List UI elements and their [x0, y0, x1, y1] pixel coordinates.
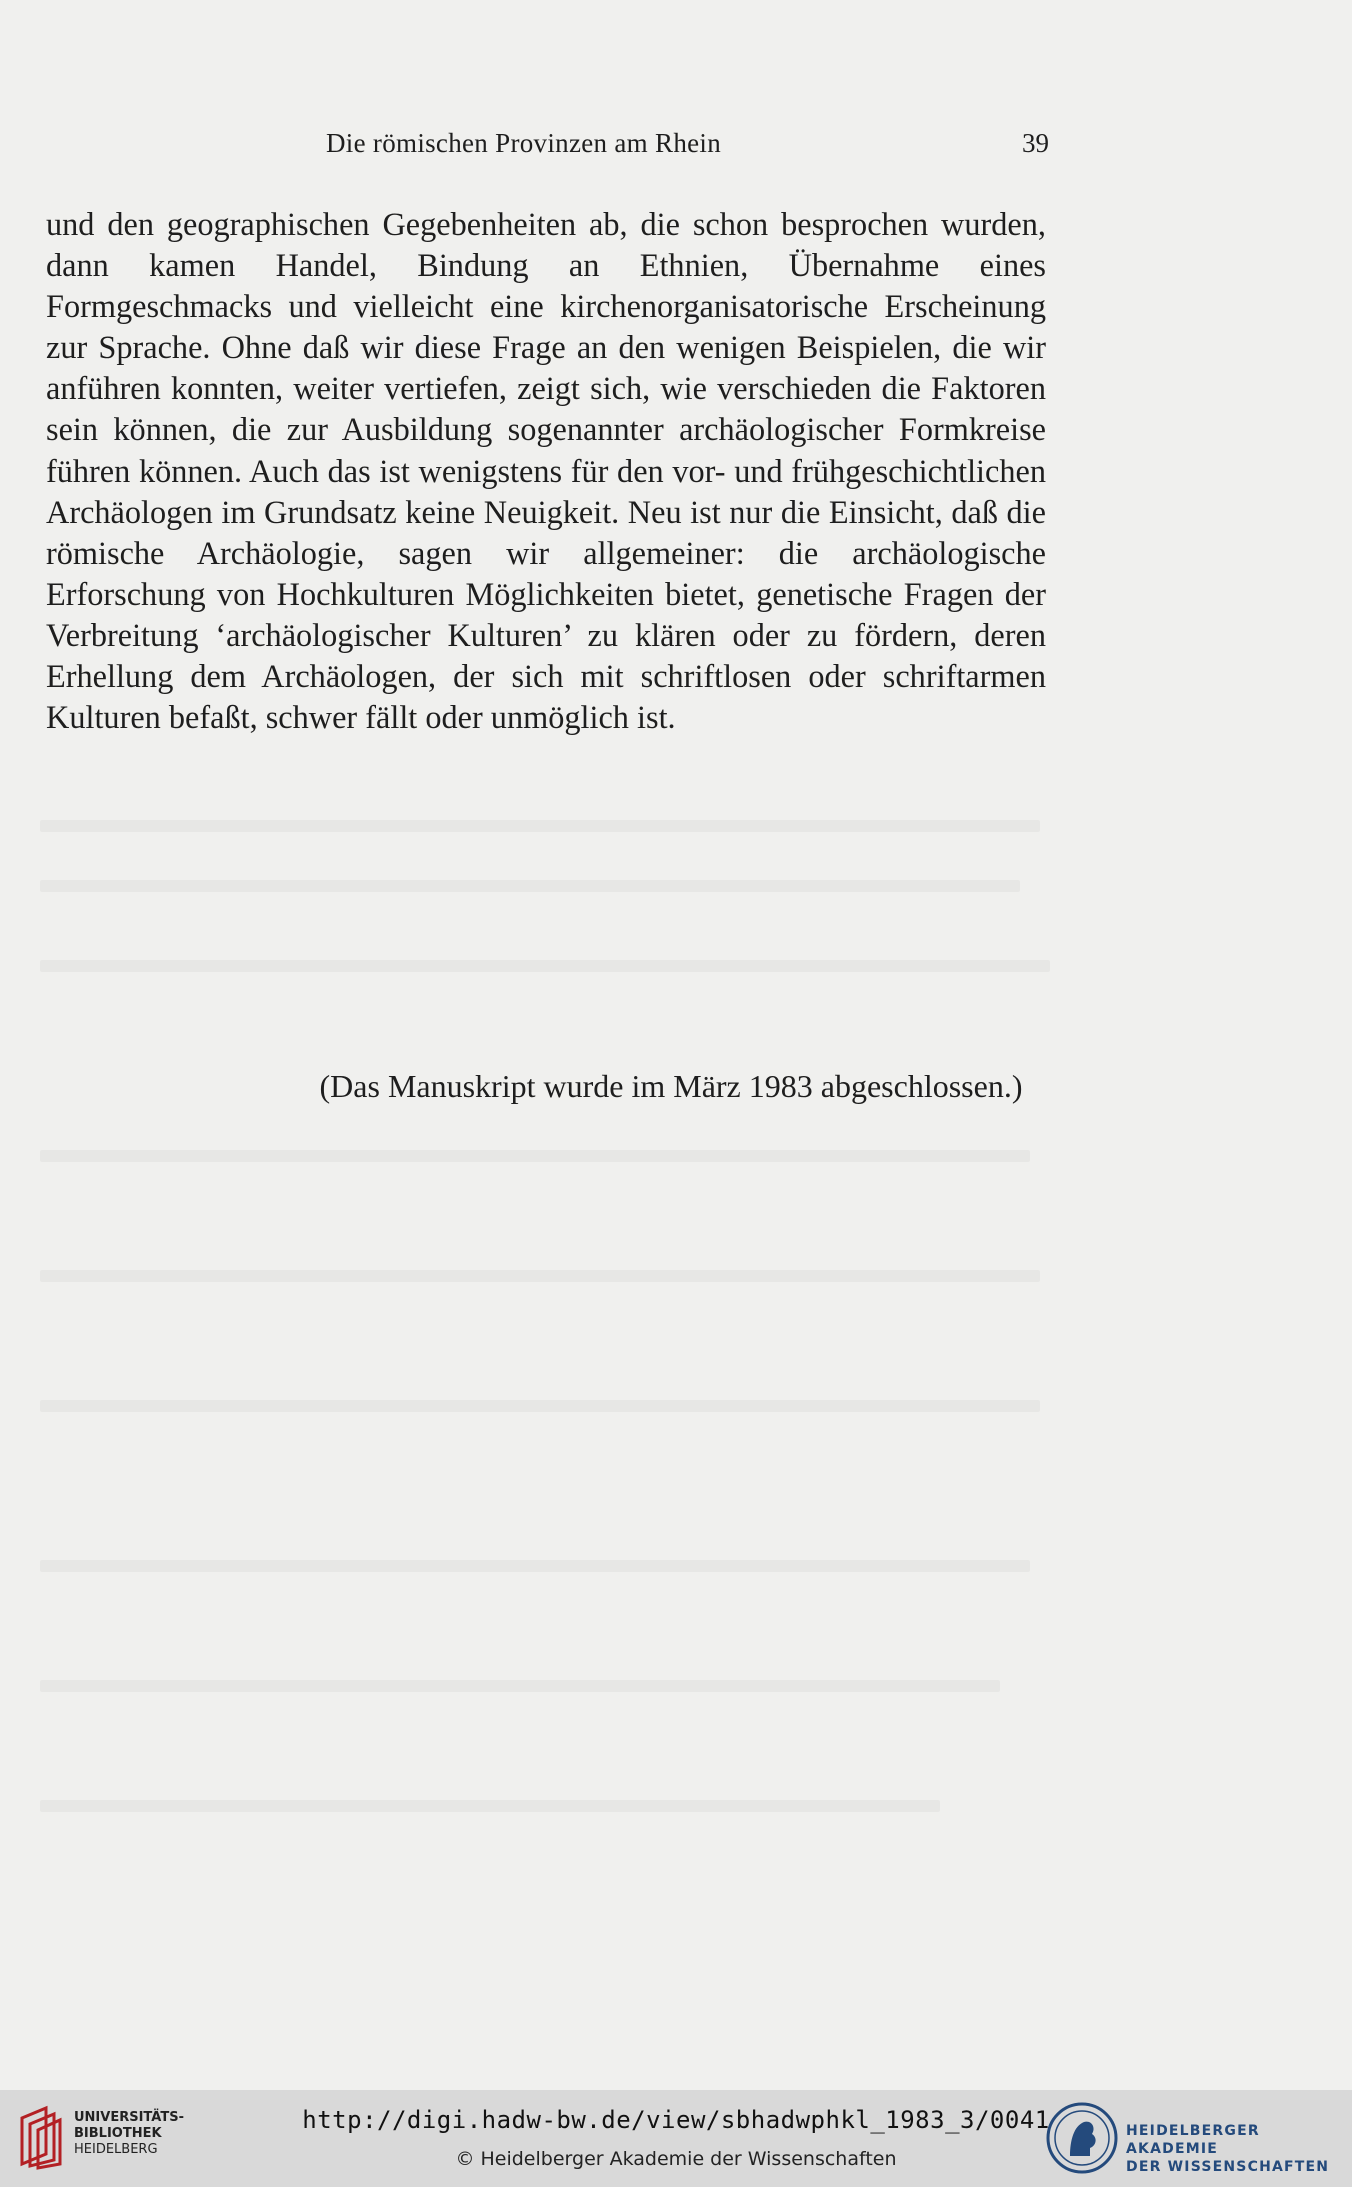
bleed-through-line — [40, 880, 1020, 892]
library-name: UNIVERSITÄTS- BIBLIOTHEK HEIDELBERG — [74, 2110, 184, 2157]
closing-note — [0, 1068, 1352, 1105]
page-number: 39 — [1022, 128, 1049, 158]
footer-bar — [0, 2090, 1352, 2187]
bleed-through-line — [40, 1800, 940, 1812]
closing-note-text: (Das Manuskript wurde im März 1983 abgeschlossen.) — [319, 1068, 1023, 1104]
running-head-title: Die römischen Provinzen am Rhein — [326, 128, 722, 158]
bleed-through-line — [40, 820, 1040, 832]
bleed-through-line — [40, 1400, 1040, 1412]
source-url-link[interactable]: http://digi.hadw-bw.de/view/sbhadwphkl_1983_3/0041 — [302, 2106, 1050, 2134]
body-paragraph: und den geographischen Gegebenheiten ab, die schon besprochen wurden, dann kamen Handel, Bindung an Ethnien, Übernahme eines Formgeschmacks und vielleicht eine kirchenorganisatorische Erscheinung zur Sprache. Ohne daß wir diese Frage an den wenigen Beispielen, die wir anführen konnten, weiter vertiefen, zeigt sich, wie verschieden die Faktoren sein können, die zur Ausbildung sogenannter archäologischer Formkreise führen können. Auch das ist wenigstens für den vor- und frühgeschichtlichen Archäologen im Grundsatz keine Neuigkeit. Neu ist nur die Einsicht, daß die römische Archäologie, sagen wir allgemeiner: die archäologische Erforschung von Hochkulturen Möglichkeiten bietet, genetische Fragen der Verbreitung ‘archäologischer Kulturen’ zu klären oder zu fördern, deren Erhellung dem Archäologen, der sich mit schriftlosen oder schriftarmen Kulturen befaßt, schwer fällt oder unmöglich ist. — [46, 206, 1046, 736]
academy-name: HEIDELBERGER AKADEMIE DER WISSENSCHAFTEN — [1126, 2123, 1330, 2175]
body-text — [46, 204, 1046, 738]
running-head — [0, 128, 1352, 168]
academy-seal-icon — [1044, 2100, 1120, 2176]
copyright-notice: © Heidelberger Akademie der Wissenschaften — [455, 2148, 897, 2170]
bleed-through-line — [40, 1560, 1030, 1572]
bleed-through-line — [40, 1680, 1000, 1692]
bleed-through-line — [40, 1270, 1040, 1282]
bleed-through-line — [40, 1150, 1030, 1162]
bleed-through-line — [40, 960, 1050, 972]
